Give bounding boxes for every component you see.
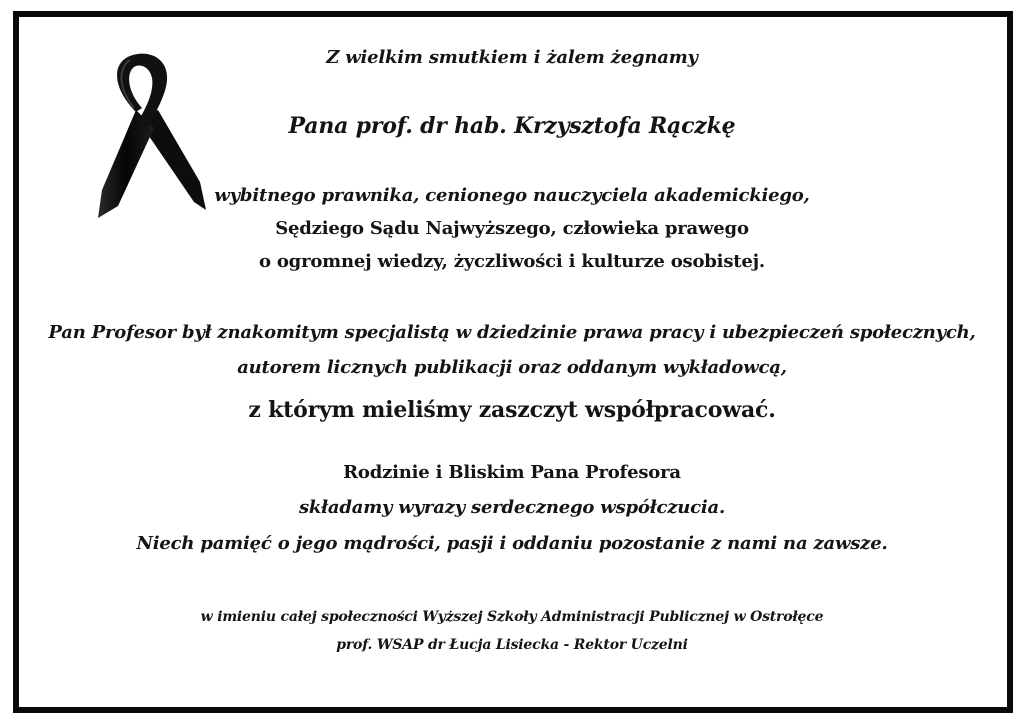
deceased-name: Pana prof. dr hab. Krzysztofa Rączkę: [288, 113, 736, 139]
description-line: wybitnego prawnika, cenionego nauczyciela akademickiego,: [214, 185, 810, 206]
career-line: z którym mieliśmy zaszczyt współpracować.: [248, 397, 776, 423]
career-line: autorem licznych publikacji oraz oddanym wykładowcą,: [237, 357, 787, 378]
condolence-line: Niech pamięć o jego mądrości, pasji i oddaniu pozostanie z nami na zawsze.: [136, 533, 888, 554]
condolence-line: Rodzinie i Bliskim Pana Profesora: [343, 462, 681, 483]
condolence-line: składamy wyrazy serdecznego współczucia.: [298, 497, 726, 518]
signature-line: prof. WSAP dr Łucja Lisiecka - Rektor Uczelni: [336, 637, 688, 653]
career-line: Pan Profesor był znakomitym specjalistą w dziedzinie prawa pracy i ubezpieczeń społecznych,: [48, 322, 976, 343]
description-line: o ogromnej wiedzy, życzliwości i kulturze osobistej.: [259, 251, 765, 272]
description-line: Sędziego Sądu Najwyższego, człowieka prawego: [275, 218, 749, 239]
signature-line: w imieniu całej społeczności Wyższej Szkoły Administracji Publicznej w Ostrołęce: [200, 609, 824, 625]
intro-line: Z wielkim smutkiem i żalem żegnamy: [326, 47, 698, 68]
